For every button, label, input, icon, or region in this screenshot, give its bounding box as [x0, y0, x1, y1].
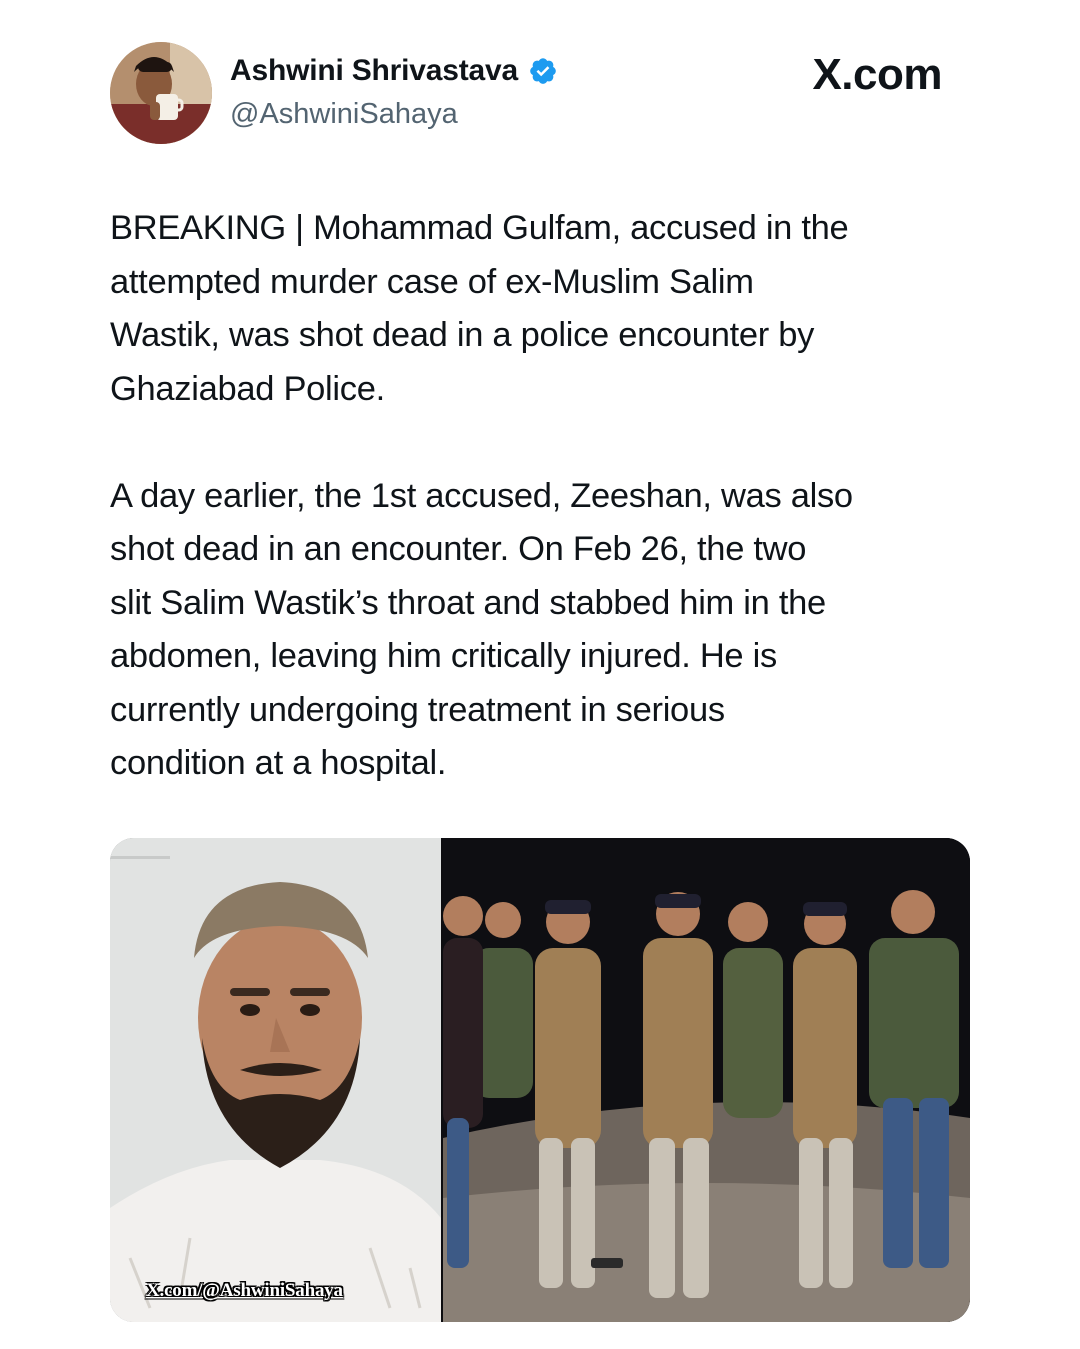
tweet-paragraph-1: BREAKING | Mohammad Gulfam, accused in the attempted murder case of ex-Muslim Salim Wastik, was shot dead in a police encounter by Ghaziabad Police. — [110, 209, 849, 408]
verified-badge-icon — [528, 56, 558, 86]
author-name-row[interactable] — [230, 54, 558, 88]
tweet-header — [110, 42, 970, 146]
author-handle[interactable]: @AshwiniSahaya — [230, 98, 458, 130]
author-avatar[interactable] — [110, 42, 212, 144]
portrait-photo — [110, 838, 441, 1322]
brand-logo-text: X.com — [812, 50, 942, 99]
media-photo-scene[interactable] — [443, 838, 970, 1322]
avatar-photo — [110, 42, 212, 144]
media-photo-portrait[interactable] — [110, 838, 441, 1322]
tweet-media[interactable] — [110, 838, 970, 1322]
tweet-body — [110, 202, 990, 791]
scene-photo — [443, 838, 970, 1322]
media-watermark: X.com/@AshwiniSahaya — [146, 1280, 343, 1301]
author-display-name[interactable]: Ashwini Shrivastava — [230, 54, 518, 87]
tweet-paragraph-2: A day earlier, the 1st accused, Zeeshan, was also shot dead in an encounter. On Feb 26, the two slit Salim Wastik’s throat and stabbed him in the abdomen, leaving him critically injured. He is currently undergoing treatment in serious condition at a hospital. — [110, 476, 853, 782]
